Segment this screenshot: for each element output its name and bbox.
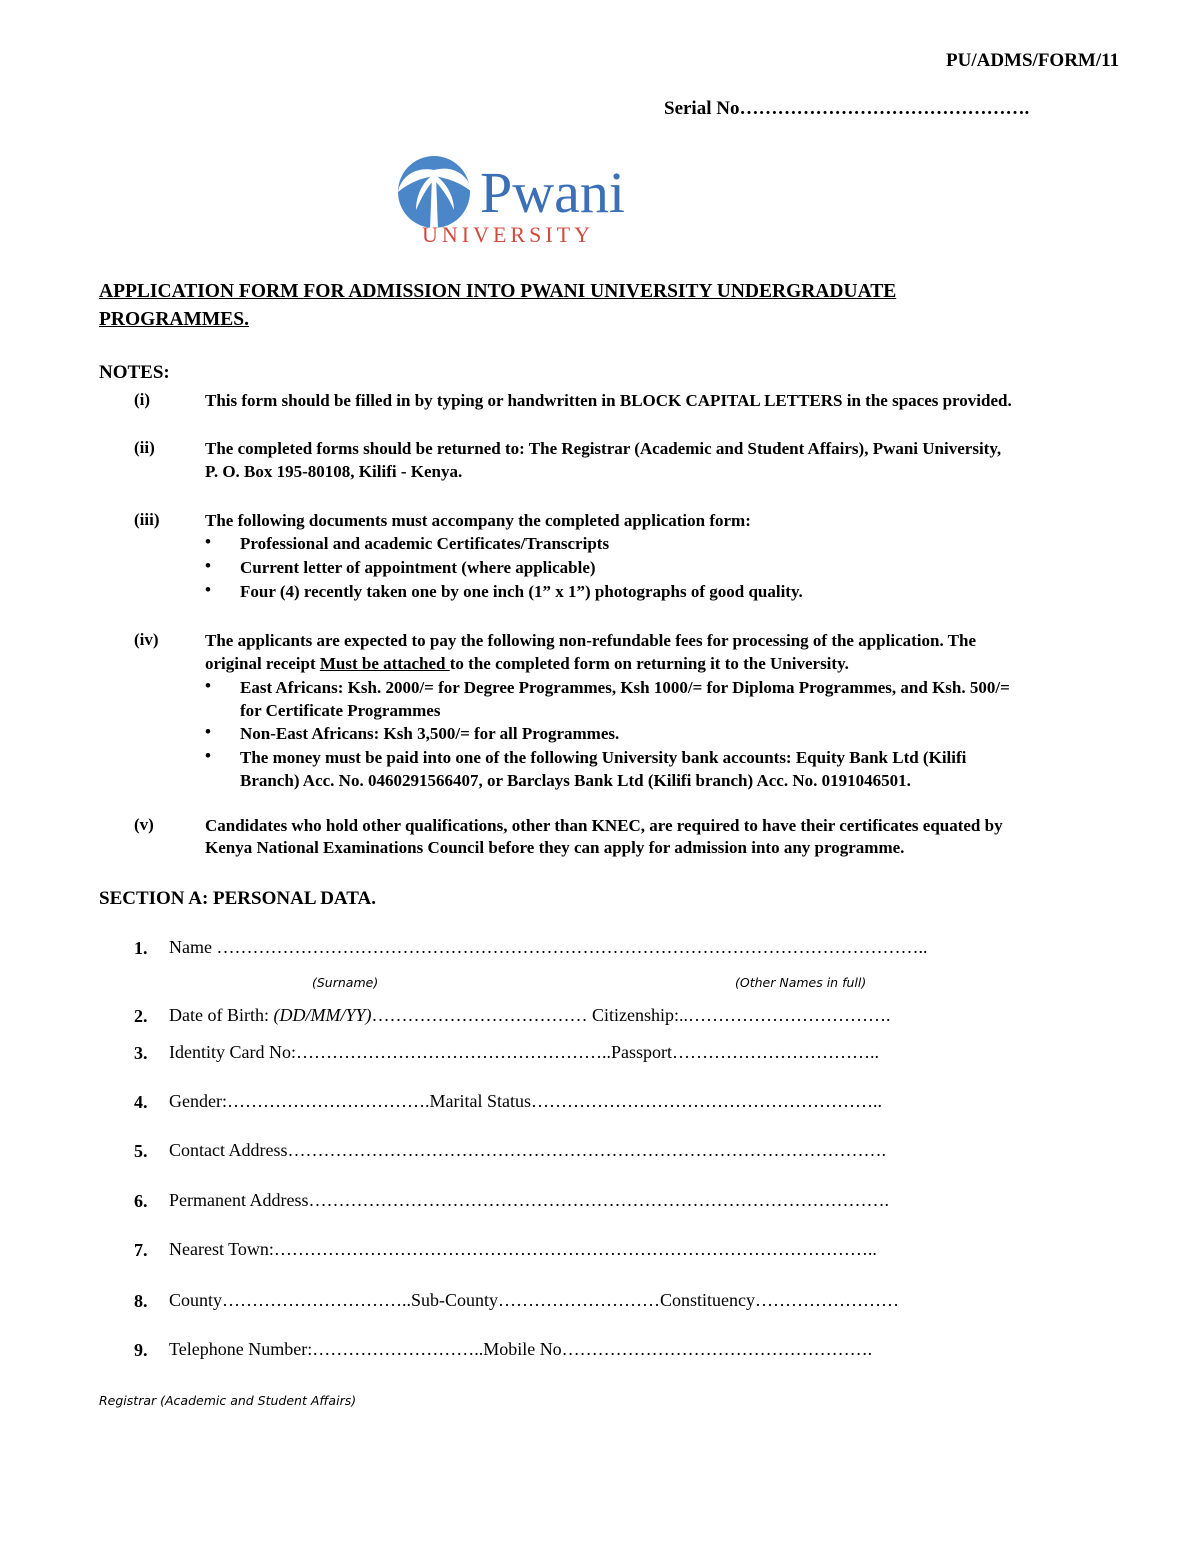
bullet-text: Professional and academic Certificates/Transcripts bbox=[240, 534, 610, 553]
bullet-icon: • bbox=[205, 556, 211, 575]
other-names-hint: (Other Names in full) bbox=[735, 975, 867, 990]
field-number: 4. bbox=[134, 1092, 148, 1112]
field-number: 1. bbox=[134, 938, 148, 958]
bullet-text: East Africans: Ksh. 2000/= for Degree Programmes, Ksh 1000/= for Diploma Programmes, and Ksh. 500/= bbox=[240, 678, 1010, 697]
form-title bbox=[99, 278, 896, 334]
surname-hint: (Surname) bbox=[312, 975, 379, 990]
telephone-field[interactable]: Telephone Number:………………………..Mobile No……………………………………………. bbox=[169, 1339, 873, 1359]
bullet-icon: • bbox=[205, 722, 211, 741]
contact-address-field[interactable]: Contact Address………………………………………………………………………………………. bbox=[169, 1140, 886, 1160]
bullet-text: Current letter of appointment (where applicable) bbox=[240, 558, 596, 577]
note-number: (iv) bbox=[134, 630, 159, 649]
bullet-icon: • bbox=[205, 532, 211, 551]
note-number: (iii) bbox=[134, 510, 160, 529]
notes-heading: NOTES: bbox=[99, 362, 170, 383]
note-number: (i) bbox=[134, 390, 151, 409]
page-footer: Registrar (Academic and Student Affairs) bbox=[99, 1393, 357, 1408]
logo-subtitle: UNIVERSITY bbox=[422, 222, 594, 247]
note-text: The applicants are expected to pay the following non-refundable fees for processing of the application. The bbox=[205, 631, 977, 650]
nearest-town-field[interactable]: Nearest Town:……………………………………………………………………………………….. bbox=[169, 1239, 877, 1259]
form-title-line2: PROGRAMMES. bbox=[99, 309, 250, 330]
palm-tree-icon bbox=[392, 152, 632, 248]
bullet-text: Four (4) recently taken one by one inch (1” x 1”) photographs of good quality. bbox=[240, 582, 803, 601]
field-number: 3. bbox=[134, 1043, 148, 1063]
permanent-address-field[interactable]: Permanent Address……………………………………………………………………………………. bbox=[169, 1190, 889, 1210]
logo-name: Pwani bbox=[480, 160, 625, 225]
date-of-birth-citizenship-field[interactable] bbox=[169, 1005, 890, 1026]
note-text-receipt bbox=[205, 652, 849, 675]
note-text: The following documents must accompany the completed application form: bbox=[205, 511, 751, 530]
note-text: Kenya National Examinations Council before they can apply for admission into any programme. bbox=[205, 838, 905, 857]
serial-number-field[interactable]: Serial No………………………………………. bbox=[664, 98, 1030, 119]
dob-format: (DD/MM/YY) bbox=[273, 1005, 372, 1025]
bullet-icon: • bbox=[205, 676, 211, 695]
bullet-icon: • bbox=[205, 746, 211, 765]
dob-label: Date of Birth: bbox=[169, 1005, 274, 1025]
county-field[interactable]: County…………………………..Sub-County………………………Constituency…………………… bbox=[169, 1290, 900, 1310]
bullet-text: Non-East Africans: Ksh 3,500/= for all Programmes. bbox=[240, 724, 620, 743]
form-code: PU/ADMS/FORM/11 bbox=[946, 50, 1120, 71]
field-number: 5. bbox=[134, 1141, 148, 1161]
note-text: Candidates who hold other qualifications, other than KNEC, are required to have their certificates equated by bbox=[205, 816, 1003, 835]
bullet-text: for Certificate Programmes bbox=[240, 701, 441, 720]
note-number: (ii) bbox=[134, 438, 155, 457]
field-number: 8. bbox=[134, 1291, 148, 1311]
pwani-university-logo bbox=[392, 152, 632, 248]
id-passport-field[interactable]: Identity Card No:……………………………………………..Passport…………………………….. bbox=[169, 1042, 879, 1062]
name-field[interactable]: Name ……………………………………………………………………………………………………….. bbox=[169, 937, 928, 957]
gender-marital-field[interactable]: Gender:…………………………….Marital Status………………………………………………….. bbox=[169, 1091, 882, 1111]
note-number: (v) bbox=[134, 815, 154, 834]
note-text: This form should be filled in by typing or handwritten in BLOCK CAPITAL LETTERS in the spaces provided. bbox=[205, 391, 1012, 410]
field-number: 2. bbox=[134, 1006, 148, 1026]
field-number: 7. bbox=[134, 1240, 148, 1260]
receipt-text-post: to the completed form on returning it to the University. bbox=[449, 654, 849, 673]
bullet-icon: • bbox=[205, 580, 211, 599]
citizenship-label: ……………………………… Citizenship:..……………………………. bbox=[371, 1005, 891, 1025]
receipt-text-pre: original receipt bbox=[205, 654, 320, 673]
bullet-text: The money must be paid into one of the following University bank accounts: Equity Bank Ltd (Kilifi bbox=[240, 748, 967, 767]
note-text: P. O. Box 195-80108, Kilifi - Kenya. bbox=[205, 462, 463, 481]
receipt-text-underlined: Must be attached bbox=[319, 654, 450, 673]
field-number: 9. bbox=[134, 1340, 148, 1360]
form-title-line1: APPLICATION FORM FOR ADMISSION INTO PWANI UNIVERSITY UNDERGRADUATE bbox=[99, 281, 897, 302]
field-number: 6. bbox=[134, 1191, 148, 1211]
bullet-text: Branch) Acc. No. 0460291566407, or Barclays Bank Ltd (Kilifi branch) Acc. No. 0191046501. bbox=[240, 771, 911, 790]
section-a-heading: SECTION A: PERSONAL DATA. bbox=[99, 888, 376, 909]
note-text: The completed forms should be returned to: The Registrar (Academic and Student Affairs), Pwani University, bbox=[205, 439, 1002, 458]
